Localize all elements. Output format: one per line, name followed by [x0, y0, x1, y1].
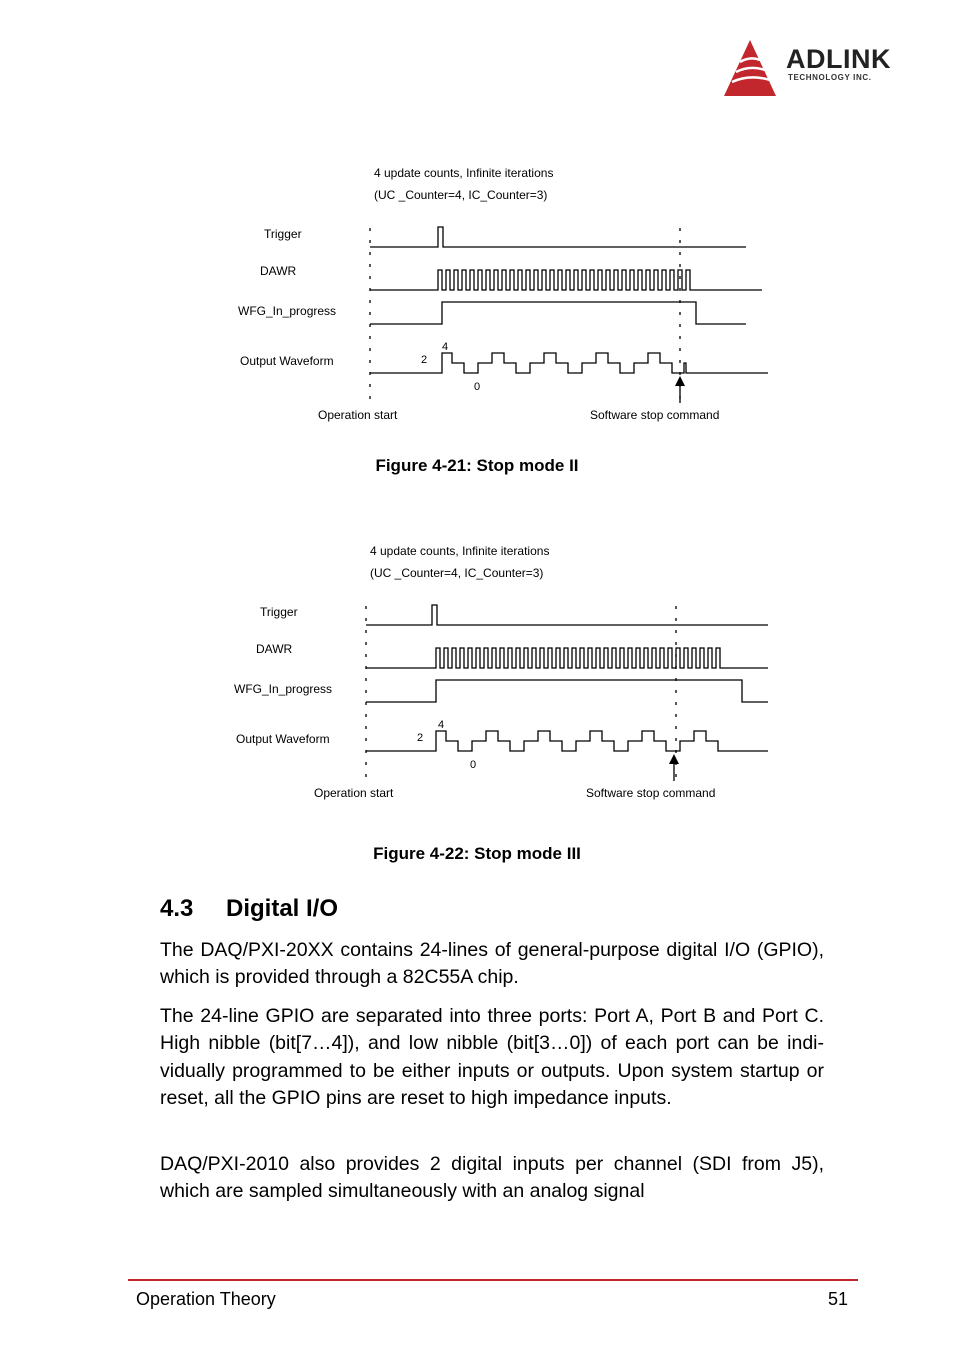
output-waveform — [366, 731, 768, 751]
diagram-header-line1: 4 update counts, Infinite iterations — [374, 166, 554, 180]
timing-diagram — [228, 538, 778, 808]
dawr-waveform — [366, 648, 768, 668]
operation-start-label: Operation start — [318, 408, 398, 422]
trigger-waveform — [366, 605, 768, 625]
signal-label-dawr: DAWR — [260, 264, 297, 278]
timing-diagram — [228, 160, 778, 430]
marker-0: 0 — [470, 759, 477, 771]
figure-stop-mode-2 — [228, 160, 778, 430]
marker-4: 4 — [438, 719, 445, 731]
logo-wordmark: ADLINK — [786, 44, 891, 74]
wfg-in-progress-waveform — [366, 680, 768, 702]
signal-label-wfg: WFG_In_progress — [234, 682, 333, 696]
page-number: 51 — [827, 1289, 848, 1309]
signal-label-dawr: DAWR — [256, 642, 293, 656]
section-title: Digital I/O — [226, 895, 339, 922]
output-waveform — [370, 353, 768, 373]
stop-arrowhead — [669, 754, 679, 764]
stop-arrowhead — [675, 376, 685, 386]
wfg-in-progress-waveform — [370, 302, 746, 324]
marker-2: 2 — [421, 354, 428, 366]
section-number: 4.3 — [160, 895, 194, 922]
diagram-header-line2: (UC _Counter=4, IC_Counter=3) — [370, 566, 544, 580]
section-heading — [160, 895, 338, 923]
software-stop-label: Software stop command — [586, 786, 716, 800]
body-paragraph: The 24-line GPIO are separated into three ports: Port A, Port B and Port C. High nibble (bit[7…4]), and low nibble (bit[3…0]) of each port can be indi-vidually programmed to be either inputs or outputs. Upon system startup or reset, all the GPIO pins are reset to high impedance inputs. — [160, 1005, 824, 1109]
signal-label-trigger: Trigger — [264, 227, 302, 241]
software-stop-label: Software stop command — [590, 408, 720, 422]
dawr-waveform — [370, 270, 762, 290]
signal-label-output: Output Waveform — [240, 354, 334, 368]
signal-label-wfg: WFG_In_progress — [238, 304, 337, 318]
footer-section-title: Operation Theory — [136, 1289, 276, 1309]
footer-rule — [128, 1279, 858, 1281]
figure-stop-mode-3 — [228, 538, 778, 808]
marker-0: 0 — [474, 381, 481, 393]
diagram-header-line1: 4 update counts, Infinite iterations — [370, 544, 550, 558]
diagram-header-line2: (UC _Counter=4, IC_Counter=3) — [374, 188, 548, 202]
body-paragraph: The DAQ/PXI-20XX contains 24-lines of general-purpose digital I/O (GPIO), which is provided through a 82C55A chip. — [160, 939, 824, 989]
signal-label-output: Output Waveform — [236, 732, 330, 746]
trigger-waveform — [370, 227, 746, 247]
adlink-triangle-icon — [720, 38, 782, 100]
marker-2: 2 — [417, 732, 424, 744]
operation-start-label: Operation start — [314, 786, 394, 800]
figure-caption-2: Figure 4-22: Stop mode III — [373, 844, 581, 863]
signal-label-trigger: Trigger — [260, 605, 298, 619]
marker-4: 4 — [442, 341, 449, 353]
body-paragraph: DAQ/PXI-2010 also provides 2 digital inputs per channel (SDI from J5), which are sampled simultaneously with an analog signal — [160, 1153, 824, 1203]
logo-tagline: TECHNOLOGY INC. — [788, 73, 872, 82]
figure-caption-1: Figure 4-21: Stop mode II — [375, 456, 579, 475]
adlink-logo — [720, 38, 920, 100]
